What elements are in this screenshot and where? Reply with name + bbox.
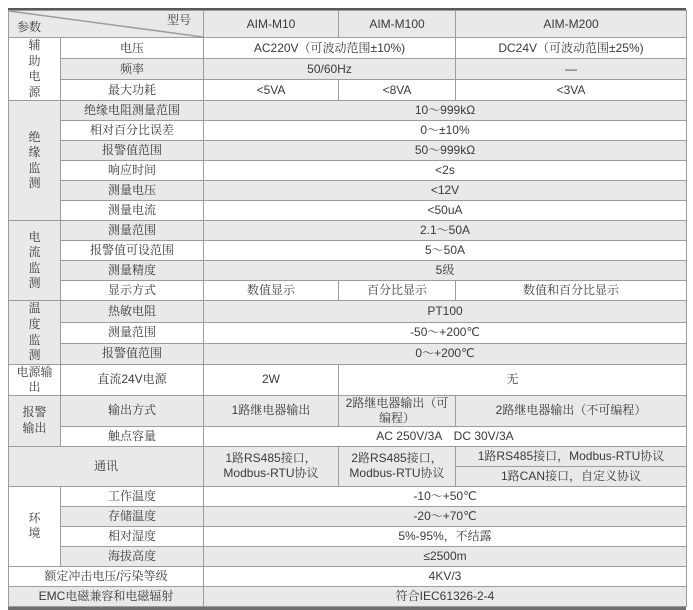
thermistor-value: PT100	[204, 301, 687, 322]
work-temp-value: -10～+50℃	[204, 486, 687, 506]
voltage-ac-value: AC220V（可波动范围±10%)	[204, 38, 456, 59]
row-insulation-range	[9, 101, 687, 121]
relative-error-value: 0～±10%	[204, 121, 687, 141]
row-response-time	[9, 161, 687, 181]
column-header-m10: AIM-M10	[204, 11, 339, 38]
row-display-mode	[9, 281, 687, 301]
max-power-m100: <8VA	[339, 80, 456, 101]
group-insulation: 绝缘监测	[9, 101, 61, 221]
row-output-mode	[9, 395, 687, 426]
group-power-output: 电源输出	[9, 364, 61, 395]
row-temp-alarm	[9, 343, 687, 364]
output-mode-m10: 1路继电器输出	[204, 395, 339, 426]
comm-m100	[339, 446, 456, 486]
emc-label: EMC电磁兼容和电磁辐射	[9, 586, 204, 606]
row-frequency	[9, 59, 687, 80]
row-voltage	[9, 38, 687, 59]
row-contact-capacity	[9, 426, 687, 446]
spec-table	[8, 10, 687, 607]
work-temp-label: 工作温度	[61, 486, 204, 506]
row-thermistor	[9, 301, 687, 322]
row-measure-voltage	[9, 181, 687, 201]
output-mode-m100: 2路继电器输出（可编程）	[339, 395, 456, 426]
row-max-power	[9, 80, 687, 101]
corner-label-model: 型号	[166, 13, 191, 27]
row-current-range	[9, 221, 687, 241]
temp-range-value: -50～+200℃	[204, 322, 687, 343]
column-header-m100: AIM-M100	[339, 11, 456, 38]
altitude-label: 海拔高度	[61, 546, 204, 566]
row-humidity	[9, 526, 687, 546]
corner-label-parameter: 参数	[17, 20, 42, 34]
display-mode-m200: 数值和百分比显示	[456, 281, 687, 301]
voltage-dc-value: DC24V（可波动范围±25%)	[456, 38, 687, 59]
frequency-value: 50/60Hz	[204, 59, 456, 80]
temp-range-label: 测量范围	[61, 322, 204, 343]
insulation-alarm-label: 报警值范围	[61, 141, 204, 161]
row-measure-current	[9, 201, 687, 221]
thermistor-label: 热敏电阻	[61, 301, 204, 322]
measure-voltage-value: <12V	[204, 181, 687, 201]
row-relative-error	[9, 121, 687, 141]
max-power-label: 最大功耗	[61, 80, 204, 101]
group-temperature: 温度监测	[9, 301, 61, 364]
frequency-label: 频率	[61, 59, 204, 80]
impulse-value: 4KV/3	[204, 566, 687, 586]
humidity-value: 5%-95%，不结露	[204, 526, 687, 546]
row-emc	[9, 586, 687, 606]
display-mode-m100: 百分比显示	[339, 281, 456, 301]
voltage-label: 电压	[61, 38, 204, 59]
impulse-label: 额定冲击电压/污染等级	[9, 566, 204, 586]
row-dc24-output	[9, 364, 687, 395]
row-impulse	[9, 566, 687, 586]
emc-value: 符合IEC61326-2-4	[204, 586, 687, 606]
row-work-temp	[9, 486, 687, 506]
comm-m100-line1: 2路RS485接口，	[351, 451, 443, 466]
output-mode-label: 输出方式	[61, 395, 204, 426]
temp-alarm-value: 0～+200℃	[204, 343, 687, 364]
group-current: 电流监测	[9, 221, 61, 301]
comm-m10-line2: Modbus-RTU协议	[223, 466, 319, 481]
dc24-rest: 无	[339, 364, 687, 395]
insulation-alarm-value: 50～999kΩ	[204, 141, 687, 161]
dc24-m10: 2W	[204, 364, 339, 395]
row-altitude	[9, 546, 687, 566]
insulation-range-value: 10～999kΩ	[204, 101, 687, 121]
contact-capacity-value: AC 250V/3A DC 30V/3A	[204, 426, 687, 446]
row-accuracy	[9, 261, 687, 281]
dc24-label: 直流24V电源	[61, 364, 204, 395]
current-range-label: 测量范围	[61, 221, 204, 241]
max-power-m200: <3VA	[456, 80, 687, 101]
accuracy-label: 测量精度	[61, 261, 204, 281]
comm-m100-line2: Modbus-RTU协议	[349, 466, 445, 481]
group-environment: 环境	[9, 486, 61, 566]
storage-temp-value: -20～+70℃	[204, 506, 687, 526]
group-aux-power: 辅助电源	[9, 38, 61, 101]
comm-m10	[204, 446, 339, 486]
current-alarm-value: 5～50A	[204, 241, 687, 261]
measure-current-label: 测量电流	[61, 201, 204, 221]
row-insulation-alarm	[9, 141, 687, 161]
relative-error-label: 相对百分比误差	[61, 121, 204, 141]
insulation-range-label: 绝缘电阻测量范围	[61, 101, 204, 121]
display-mode-label: 显示方式	[61, 281, 204, 301]
measure-current-value: <50uA	[204, 201, 687, 221]
storage-temp-label: 存储温度	[61, 506, 204, 526]
accuracy-value: 5级	[204, 261, 687, 281]
header-row	[9, 11, 687, 38]
measure-voltage-label: 测量电压	[61, 181, 204, 201]
header-corner-cell	[9, 11, 204, 38]
humidity-label: 相对湿度	[61, 526, 204, 546]
comm-m200-row1: 1路RS485接口，Modbus-RTU协议	[456, 446, 687, 466]
contact-capacity-label: 触点容量	[61, 426, 204, 446]
row-temp-range	[9, 322, 687, 343]
max-power-m10: <5VA	[204, 80, 339, 101]
comm-m10-line1: 1路RS485接口，	[225, 451, 317, 466]
spec-table-container	[8, 8, 686, 610]
display-mode-m10: 数值显示	[204, 281, 339, 301]
comm-m200-row2: 1路CAN接口，自定义协议	[456, 466, 687, 486]
group-alarm-output: 报警输出	[9, 395, 61, 446]
row-storage-temp	[9, 506, 687, 526]
altitude-value: ≤2500m	[204, 546, 687, 566]
response-time-label: 响应时间	[61, 161, 204, 181]
temp-alarm-label: 报警值范围	[61, 343, 204, 364]
current-range-value: 2.1～50A	[204, 221, 687, 241]
response-time-value: <2s	[204, 161, 687, 181]
column-header-m200: AIM-M200	[456, 11, 687, 38]
frequency-none: —	[456, 59, 687, 80]
row-current-alarm	[9, 241, 687, 261]
output-mode-m200: 2路继电器输出（不可编程）	[456, 395, 687, 426]
row-communication-1	[9, 446, 687, 466]
group-communication: 通讯	[9, 446, 204, 486]
current-alarm-label: 报警值可设范围	[61, 241, 204, 261]
